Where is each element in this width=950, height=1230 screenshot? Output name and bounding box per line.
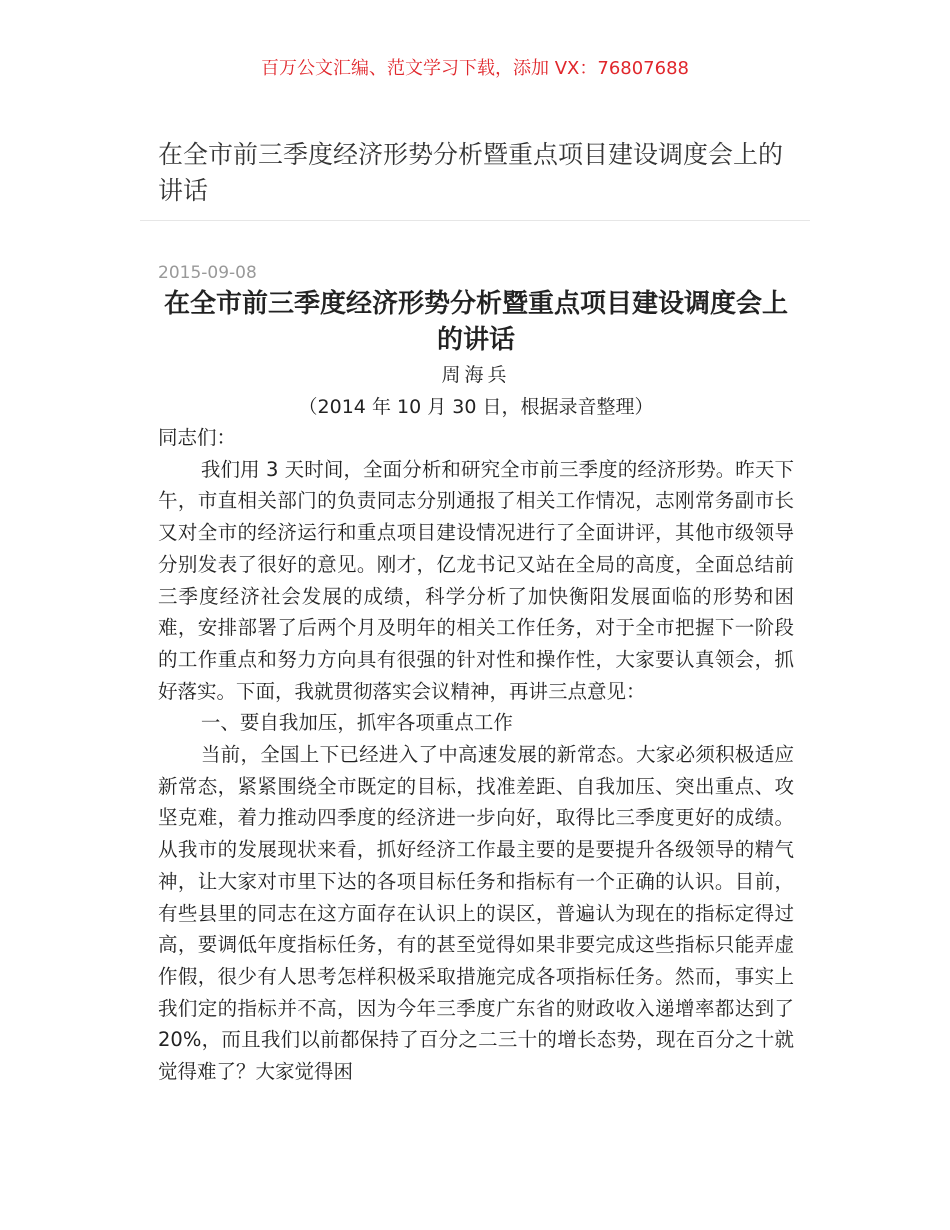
greeting: 同志们： xyxy=(158,426,237,449)
page-header-title: 在全市前三季度经济形势分析暨重点项目建设调度会上的讲话 xyxy=(158,140,784,205)
header-divider xyxy=(140,220,810,221)
article-body xyxy=(158,286,794,1088)
paragraph-intro: 我们用 3 天时间，全面分析和研究全市前三季度的经济形势。昨天下午，市直相关部门的负责同志分别通报了相关工作情况，志刚常务副市长又对全市的经济运行和重点项目建设情况进行了全面讲评，其他市级领导分别发表了很好的意见。刚才，亿龙书记又站在全局的高度，全面总结前三季度经济社会发展的成绩，科学分析了加快衡阳发展面临的形势和困难，安排部署了后两个月及明年的相关工作任务，对于全市把握下一阶段的工作重点和努力方向具有很强的针对性和操作性，大家要认真领会，抓好落实。下面，我就贯彻落实会议精神，再讲三点意见： xyxy=(158,457,794,703)
promo-banner: 百万公文汇编、范文学习下载，添加 VX：76807688 xyxy=(261,58,689,79)
paragraph-section-1: 当前，全国上下已经进入了中高速发展的新常态。大家必须积极适应新常态，紧紧围绕全市既定的目标，找准差距、自我加压、突出重点、攻坚克难，着力推动四季度的经济进一步向好，取得比三季度更好的成绩。从我市的发展现状来看，抓好经济工作最主要的是要提升各级领导的精气神，让大家对市里下达的各项目标任务和指标有一个正确的认识。目前，有些县里的同志在这方面存在认识上的误区，普遍认为现在的指标定得过高，要调低年度指标任务，有的甚至觉得如果非要完成这些指标只能弄虚作假，很少有人思考怎样积极采取措施完成各项指标任务。然而，事实上我们定的指标并不高，因为今年三季度广东省的财政收入递增率都达到了 20%，而且我们以前都保持了百分之二三十的增长态势，现在百分之十就觉得难了？大家觉得困 xyxy=(158,743,794,1084)
article-author: 周海兵 xyxy=(441,364,511,386)
publish-date: 2015-09-08 xyxy=(158,263,257,283)
section-heading-1: 一、要自我加压，抓牢各项重点工作 xyxy=(200,711,513,735)
article-title: 在全市前三季度经济形势分析暨重点项目建设调度会上的讲话 xyxy=(163,289,788,355)
article-date-note: （2014 年 10 月 30 日，根据录音整理） xyxy=(298,396,654,418)
